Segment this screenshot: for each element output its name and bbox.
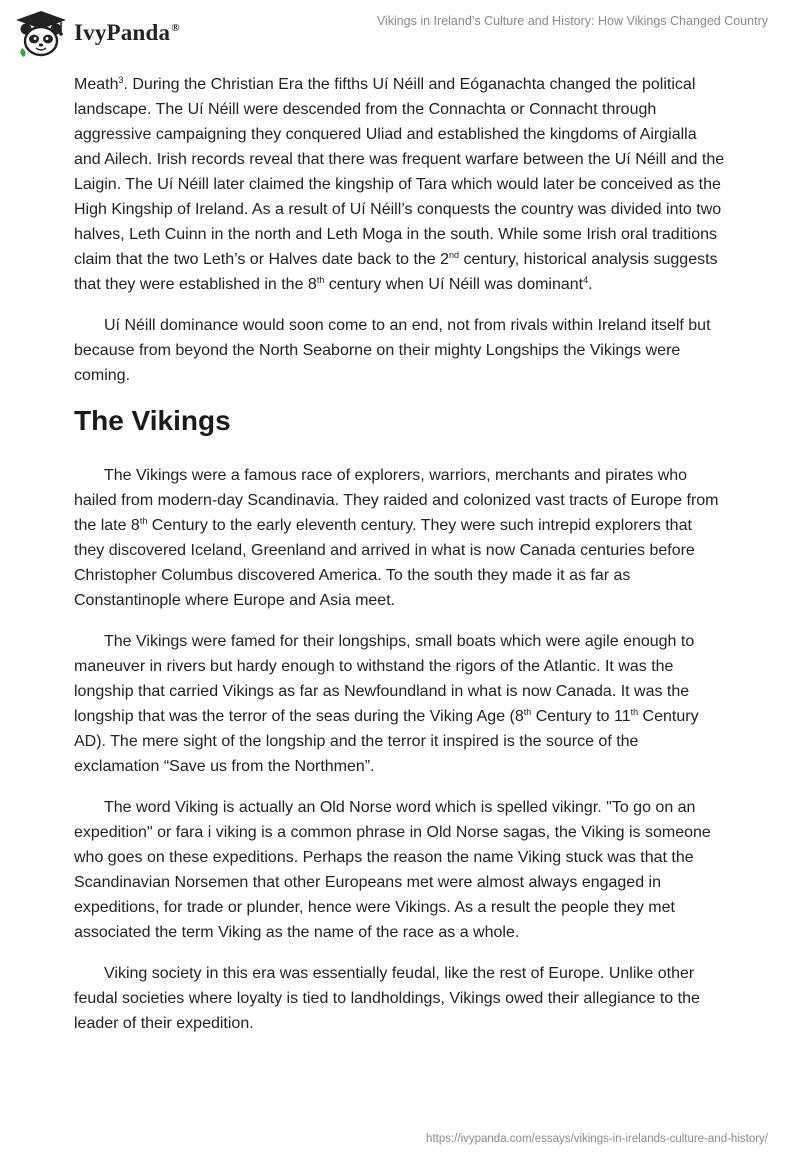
source-url-link[interactable]: https://ivypanda.com/essays/vikings-in-irelands-culture-and-history/ [426,1133,768,1145]
page-header [0,0,800,64]
section-heading: The Vikings [74,405,231,436]
footnote-ref-4[interactable]: 4 [583,275,589,285]
panda-graduate-icon [14,8,68,58]
logo-wordmark: IvyPanda® [74,20,180,45]
paragraph-1: Meath$^3$. During the Christian Era the fifths Uí Néill and Eóganachta changed the political landscape. The Uí Néill were descended from the Connachta or Connacht through aggressive campaigning they conquered Uliad and established the kingdoms of Airgialla and Ailech. Irish records reveal that there was frequent warfare between the Uí Néill and the Laigin. The Uí Néill later claimed the kingship of Tara which would later be conceived as the High Kingship of Ireland. As a result of Uí Néill’s conquests the country was divided into two halves, Leth Cuinn in the north and Leth Moga in the south. While some Irish oral traditions claim that the two Leth’s or Halves date back to the 2nd century, historical analysis suggests that they were established in the 8th century when Uí Néill was dominant$^4$. [74,75,725,293]
footnote-ref-3[interactable]: 3 [118,75,124,85]
essay-body [74,72,726,1052]
paragraph-3: The Vikings were a famous race of explorers, warriors, merchants and pirates who hailed from modern-day Scandinavia. They raided and colonized vast tracts of Europe from the late 8th Century to the early eleventh century. They were such intrepid explorers that they discovered Iceland, Greenland and arrived in what is now Canada centuries before Christopher Columbus discovered America. To the south they made it as far as Constantinople where Europe and Asia meet. [74,467,719,609]
document-title: Vikings in Ireland’s Culture and History: How Vikings Changed Country [376,14,768,28]
ivypanda-logo[interactable] [14,8,180,58]
paragraph-2: Uí Néill dominance would soon come to an end, not from rivals within Ireland itself but because from beyond the North Seaborne on their mighty Longships the Vikings were coming. [74,317,711,384]
paragraph-5: The word Viking is actually an Old Norse word which is spelled vikingr. "To go on an expedition" or fara i viking is a common phrase in Old Norse sagas, the Viking is someone who goes on these expeditions. Perhaps the reason the name Viking stuck was that the Scandinavian Norsemen that other Europeans met were almost always engaged in expeditions, for trade or plunder, hence were Vikings. As a result the people they met associated the term Viking as the name of the race as a whole. [74,799,711,941]
paragraph-4: The Vikings were famed for their longships, small boats which were agile enough to maneuver in rivers but hardy enough to withstand the rigors of the Atlantic. It was the longship that carried Vikings as far as Newfoundland in what is now Canada. It was the longship that was the terror of the seas during the Viking Age (8th Century to 11th Century AD). The mere sight of the longship and the terror it inspired is the source of the exclamation “Save us from the Northmen”. [74,633,699,775]
paragraph-6: Viking society in this era was essentially feudal, like the rest of Europe. Unlike other feudal societies where loyalty is tied to landholdings, Vikings owed their allegiance to the leader of their expedition. [74,965,700,1032]
